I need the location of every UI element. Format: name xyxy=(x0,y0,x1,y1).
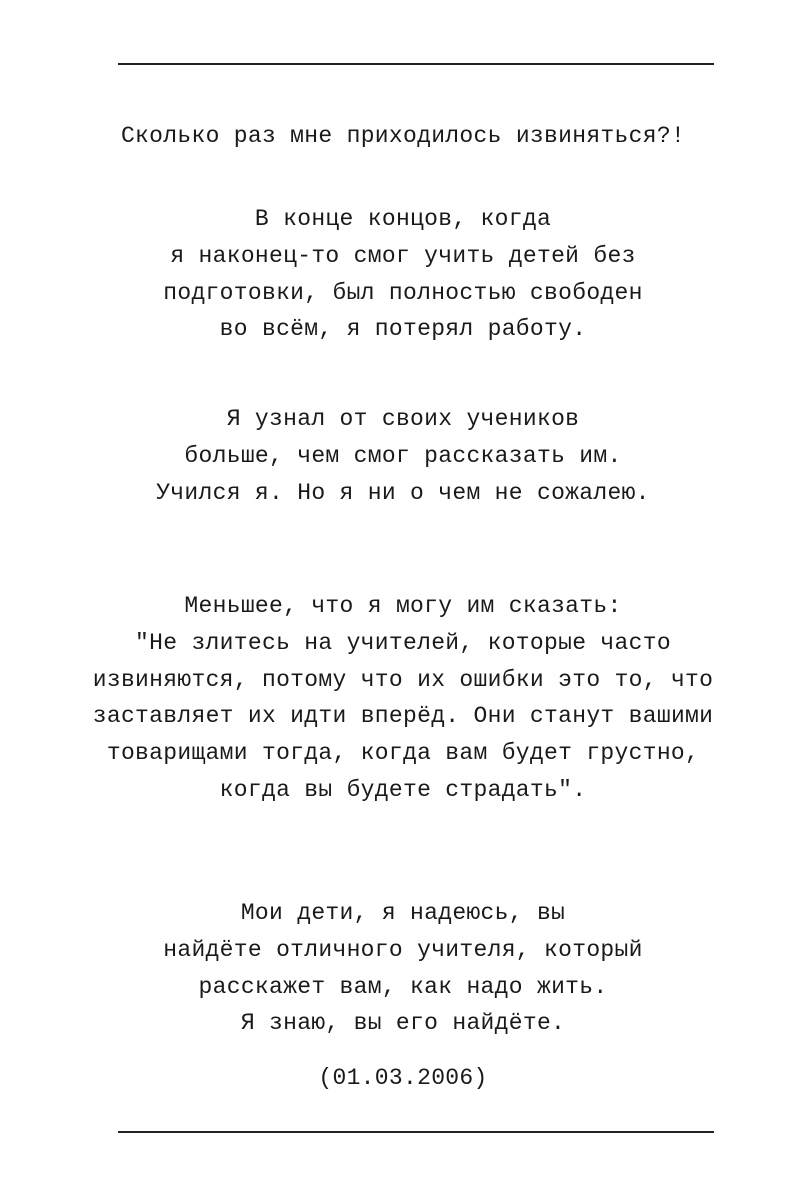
stanza-1 xyxy=(0,201,806,348)
stanza-line: Я узнал от своих учеников xyxy=(226,406,580,432)
stanza-line: "Не злитесь на учителей, которые часто xyxy=(135,629,671,656)
stanza-line: я наконец-то смог учить детей без xyxy=(170,242,636,269)
poem-date xyxy=(0,1060,806,1097)
stanza-line: В конце концов, когда xyxy=(254,206,552,232)
date-text: (01.03.2006) xyxy=(318,1065,488,1091)
stanza-line: товарищами тогда, когда вам будет грустно, xyxy=(106,740,700,767)
top-divider xyxy=(118,63,714,65)
title-line: Сколько раз мне приходилось извиняться?! xyxy=(120,123,686,149)
stanza-line: извиняются, потому что их ошибки это то, что xyxy=(92,666,714,693)
stanza-4 xyxy=(0,895,806,1042)
stanza-line: найдёте отличного учителя, который xyxy=(163,936,643,963)
stanza-line: подготовки, был полностью свободен xyxy=(163,279,643,306)
bottom-divider xyxy=(118,1131,714,1133)
stanza-line: больше, чем смог рассказать им. xyxy=(184,442,622,469)
stanza-2 xyxy=(0,401,806,511)
stanza-line: Мои дети, я надеюсь, вы xyxy=(240,900,566,926)
stanza-line: Я знаю, вы его найдёте. xyxy=(240,1010,566,1037)
poem-title xyxy=(0,118,806,155)
stanza-line: Учился я. Но я ни о чем не сожалею. xyxy=(156,479,650,506)
stanza-3 xyxy=(0,588,806,809)
stanza-line: расскажет вам, как надо жить. xyxy=(198,973,608,1000)
stanza-line: заставляет их идти вперёд. Они станут вашими xyxy=(92,703,714,730)
stanza-line: Меньшее, что я могу им сказать: xyxy=(184,593,622,619)
stanza-line: во всём, я потерял работу. xyxy=(219,316,587,343)
stanza-line: когда вы будете страдать". xyxy=(219,776,587,803)
